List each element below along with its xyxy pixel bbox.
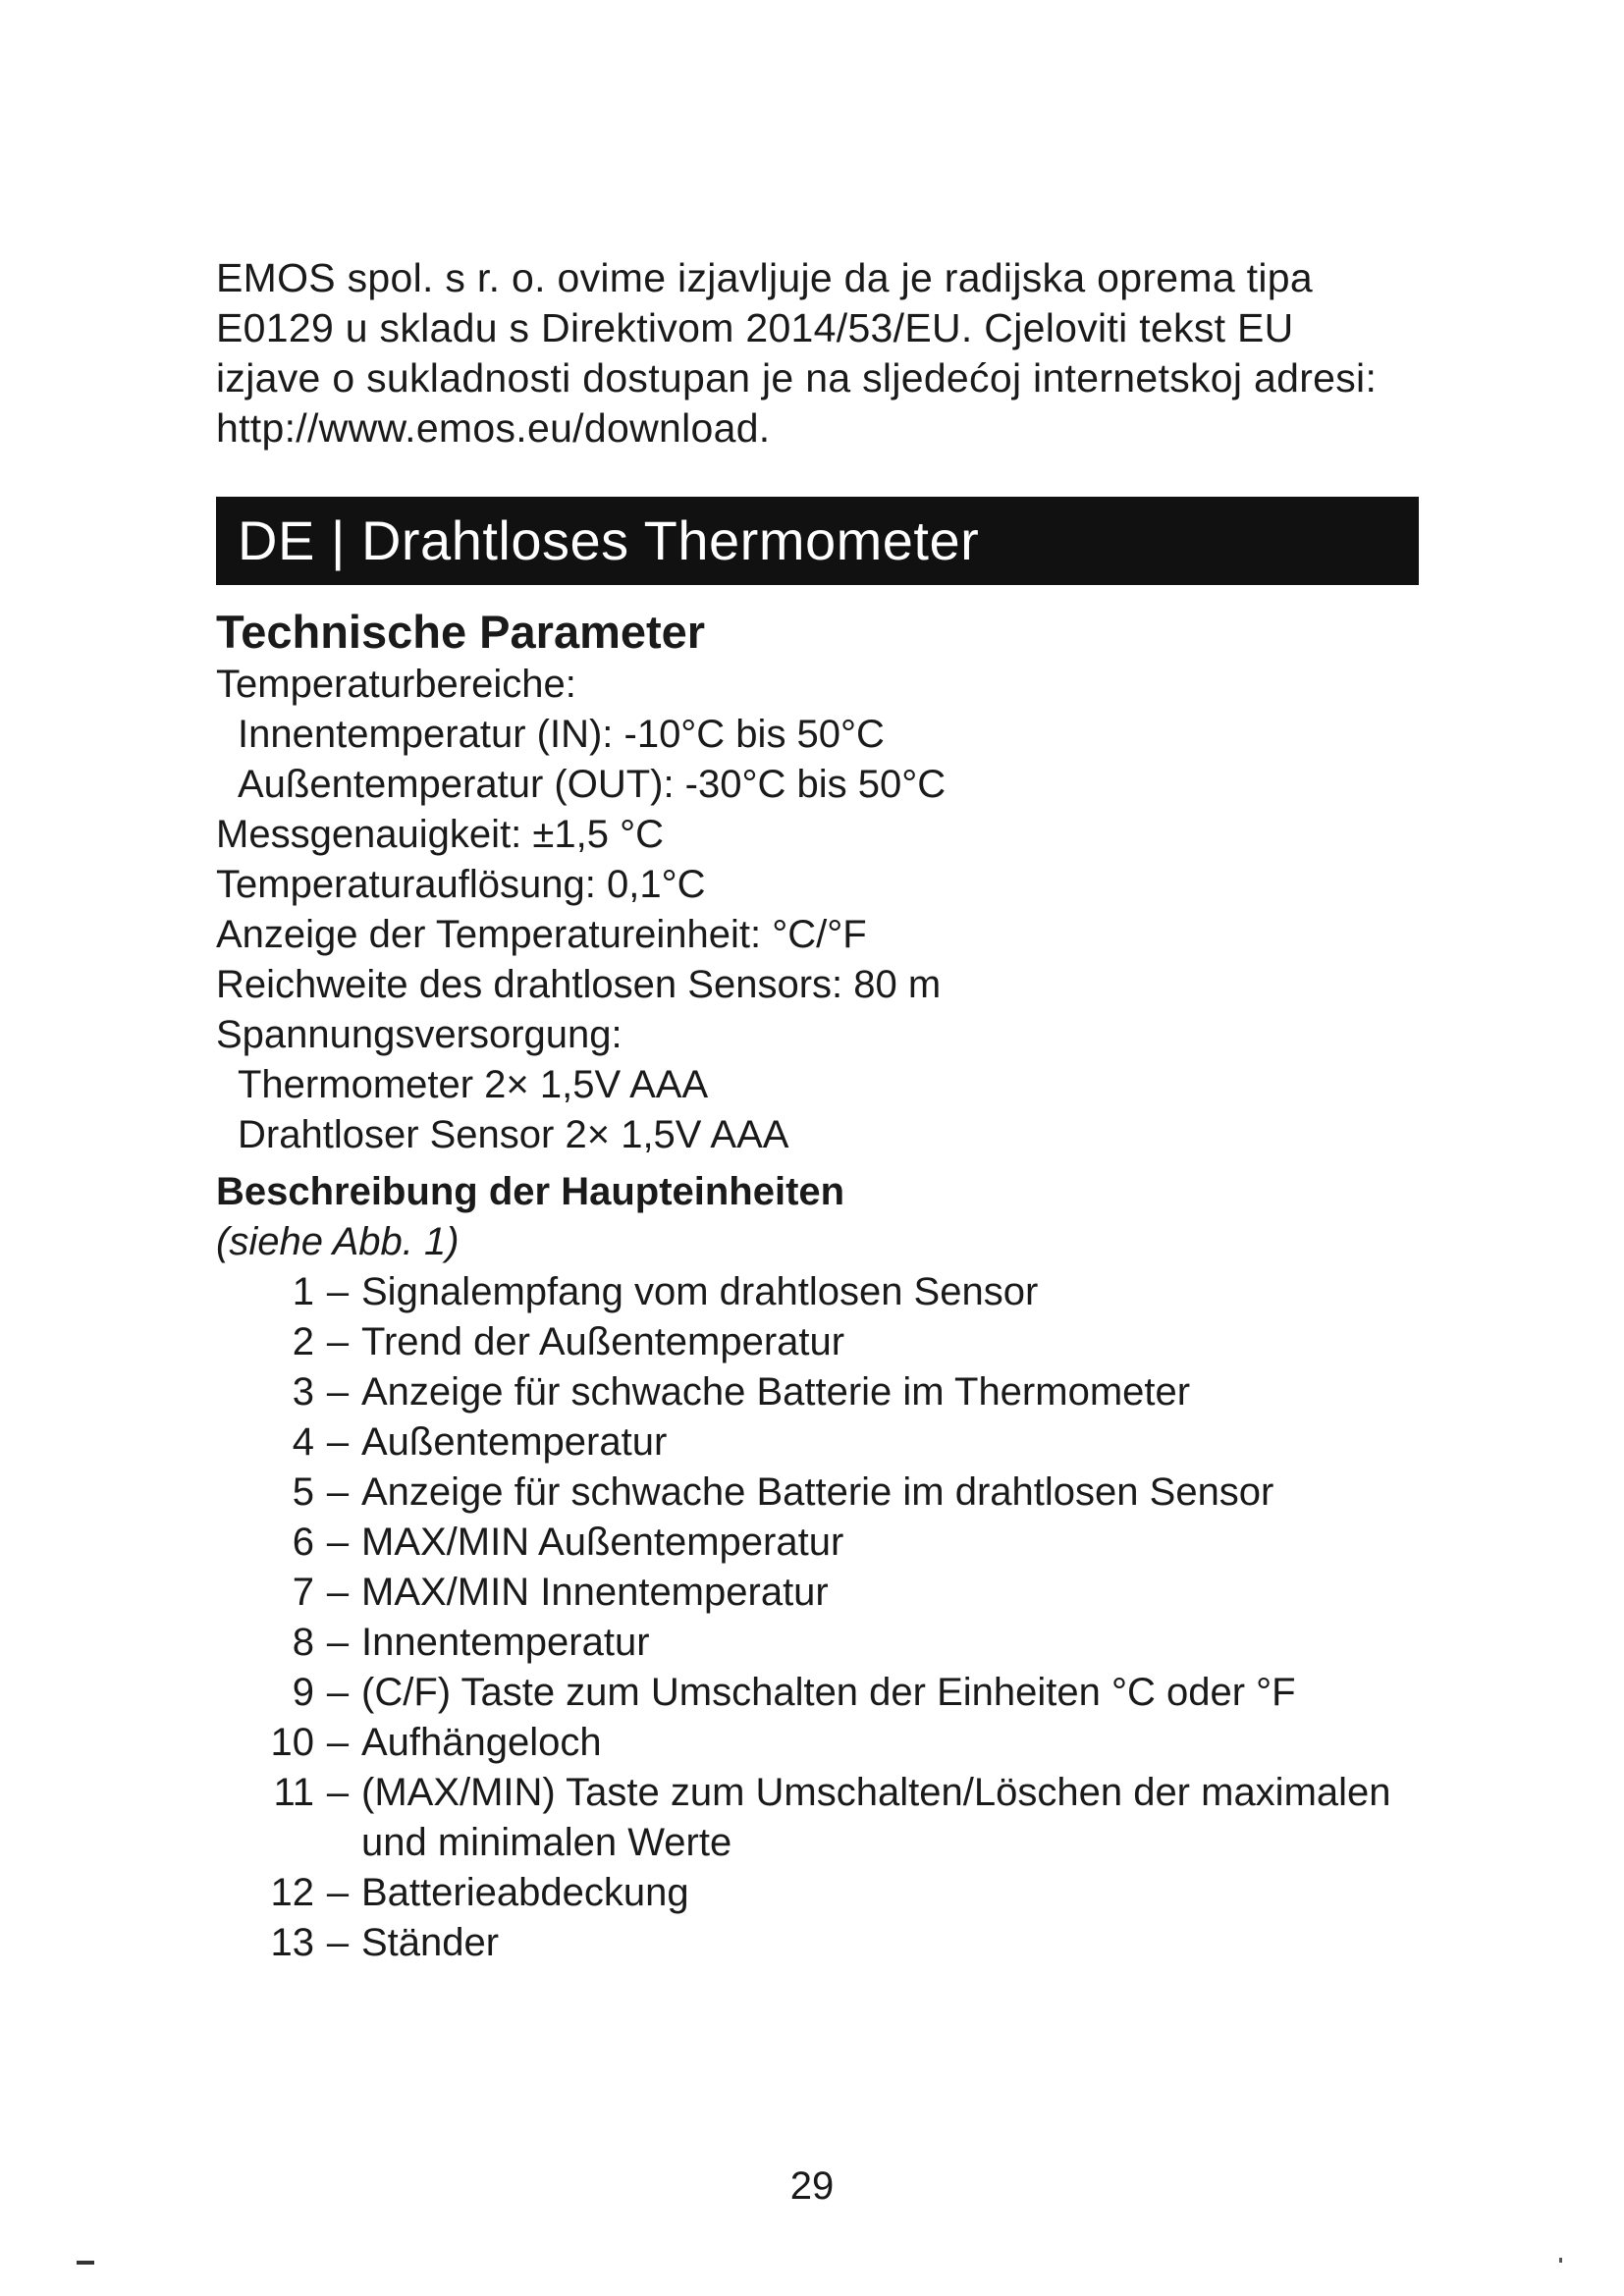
page-content — [216, 253, 1419, 1968]
declaration-paragraph — [216, 253, 1419, 454]
item-number: 12 — [270, 1871, 314, 1914]
item-text: Anzeige für schwache Batterie im drahtlosen Sensor — [361, 1470, 1274, 1514]
item-text: Außentemperatur — [361, 1420, 668, 1464]
technical-parameters-list — [216, 660, 1419, 1160]
item-number: 2 — [292, 1320, 314, 1363]
item-number: 9 — [292, 1671, 314, 1714]
item-dash: – — [326, 1671, 350, 1714]
list-item — [216, 1367, 1419, 1417]
item-dash: – — [326, 1521, 350, 1564]
item-number: 5 — [292, 1470, 314, 1514]
list-item — [216, 1417, 1419, 1468]
parameter-line: Thermometer 2× 1,5V AAA — [238, 1063, 709, 1106]
item-number: 3 — [292, 1370, 314, 1414]
declaration-line: izjave o sukladnosti dostupan je na sljedećoj internetskoj adresi: — [216, 355, 1378, 400]
item-dash: – — [326, 1470, 350, 1514]
item-number: 6 — [292, 1521, 314, 1564]
item-text: Aufhängeloch — [361, 1721, 602, 1764]
item-text: Signalempfang vom drahtlosen Sensor — [361, 1270, 1039, 1313]
list-item — [216, 1518, 1419, 1568]
list-item — [216, 1317, 1419, 1367]
item-text: (MAX/MIN) Taste zum Umschalten/Löschen der maximalen und minimalen Werte — [361, 1771, 1391, 1864]
item-text: Anzeige für schwache Batterie im Thermometer — [361, 1370, 1191, 1414]
list-item — [216, 1618, 1419, 1668]
parameter-line: Anzeige der Temperatureinheit: °C/°F — [216, 913, 867, 956]
item-number: 1 — [292, 1270, 314, 1313]
list-item — [216, 1768, 1419, 1868]
item-number: 13 — [270, 1921, 314, 1964]
list-item — [216, 1568, 1419, 1618]
main-units-heading: Beschreibung der Haupteinheiten — [216, 1170, 845, 1213]
item-dash: – — [326, 1621, 350, 1664]
item-dash: – — [326, 1571, 350, 1614]
parameter-line: Außentemperatur (OUT): -30°C bis 50°C — [238, 763, 947, 806]
item-text: Batterieabdeckung — [361, 1871, 689, 1914]
item-text: MAX/MIN Innentemperatur — [361, 1571, 829, 1614]
list-item — [216, 1918, 1419, 1968]
page-number: 29 — [789, 2164, 835, 2208]
item-text: MAX/MIN Außentemperatur — [361, 1521, 844, 1564]
item-number: 7 — [292, 1571, 314, 1614]
section-header-banner: DE | Drahtloses Thermometer — [216, 497, 1419, 585]
item-text: Ständer — [361, 1921, 500, 1964]
declaration-line: EMOS spol. s r. o. ovime izjavljuje da je radijska oprema tipa — [216, 255, 1313, 300]
parameter-line: Innentemperatur (IN): -10°C bis 50°C — [238, 713, 885, 756]
scan-mark — [77, 2261, 94, 2265]
list-item — [216, 1868, 1419, 1918]
parameter-line: Messgenauigkeit: ±1,5 °C — [216, 813, 664, 856]
list-item — [216, 1668, 1419, 1718]
item-text: Trend der Außentemperatur — [361, 1320, 845, 1363]
parameter-line: Reichweite des drahtlosen Sensors: 80 m — [216, 963, 942, 1006]
item-dash: – — [326, 1871, 350, 1914]
item-dash: – — [326, 1420, 350, 1464]
list-item — [216, 1267, 1419, 1317]
parameter-line: Spannungsversorgung: — [216, 1013, 623, 1056]
item-dash: – — [326, 1370, 350, 1414]
figure-reference: (siehe Abb. 1) — [216, 1220, 460, 1263]
item-dash: – — [326, 1771, 350, 1814]
item-text: Innentemperatur — [361, 1621, 650, 1664]
item-dash: – — [326, 1270, 350, 1313]
item-number: 8 — [292, 1621, 314, 1664]
list-item — [216, 1468, 1419, 1518]
item-number: 4 — [292, 1420, 314, 1464]
item-dash: – — [326, 1921, 350, 1964]
parameter-line: Temperaturbereiche: — [216, 663, 576, 706]
parameter-line: Temperaturauflösung: 0,1°C — [216, 863, 706, 906]
item-number: 10 — [270, 1721, 314, 1764]
item-dash: – — [326, 1320, 350, 1363]
item-number: 11 — [273, 1771, 314, 1814]
parameter-line: Drahtloser Sensor 2× 1,5V AAA — [238, 1113, 789, 1156]
scan-mark — [1559, 2258, 1562, 2263]
list-item — [216, 1718, 1419, 1768]
item-dash: – — [326, 1721, 350, 1764]
item-text: (C/F) Taste zum Umschalten der Einheiten °C oder °F — [361, 1671, 1296, 1714]
main-units-list — [216, 1267, 1419, 1968]
declaration-line: E0129 u skladu s Direktivom 2014/53/EU. Cjeloviti tekst EU — [216, 305, 1294, 350]
technical-parameters-heading: Technische Parameter — [216, 606, 706, 658]
declaration-url: http://www.emos.eu/download. — [216, 405, 771, 451]
